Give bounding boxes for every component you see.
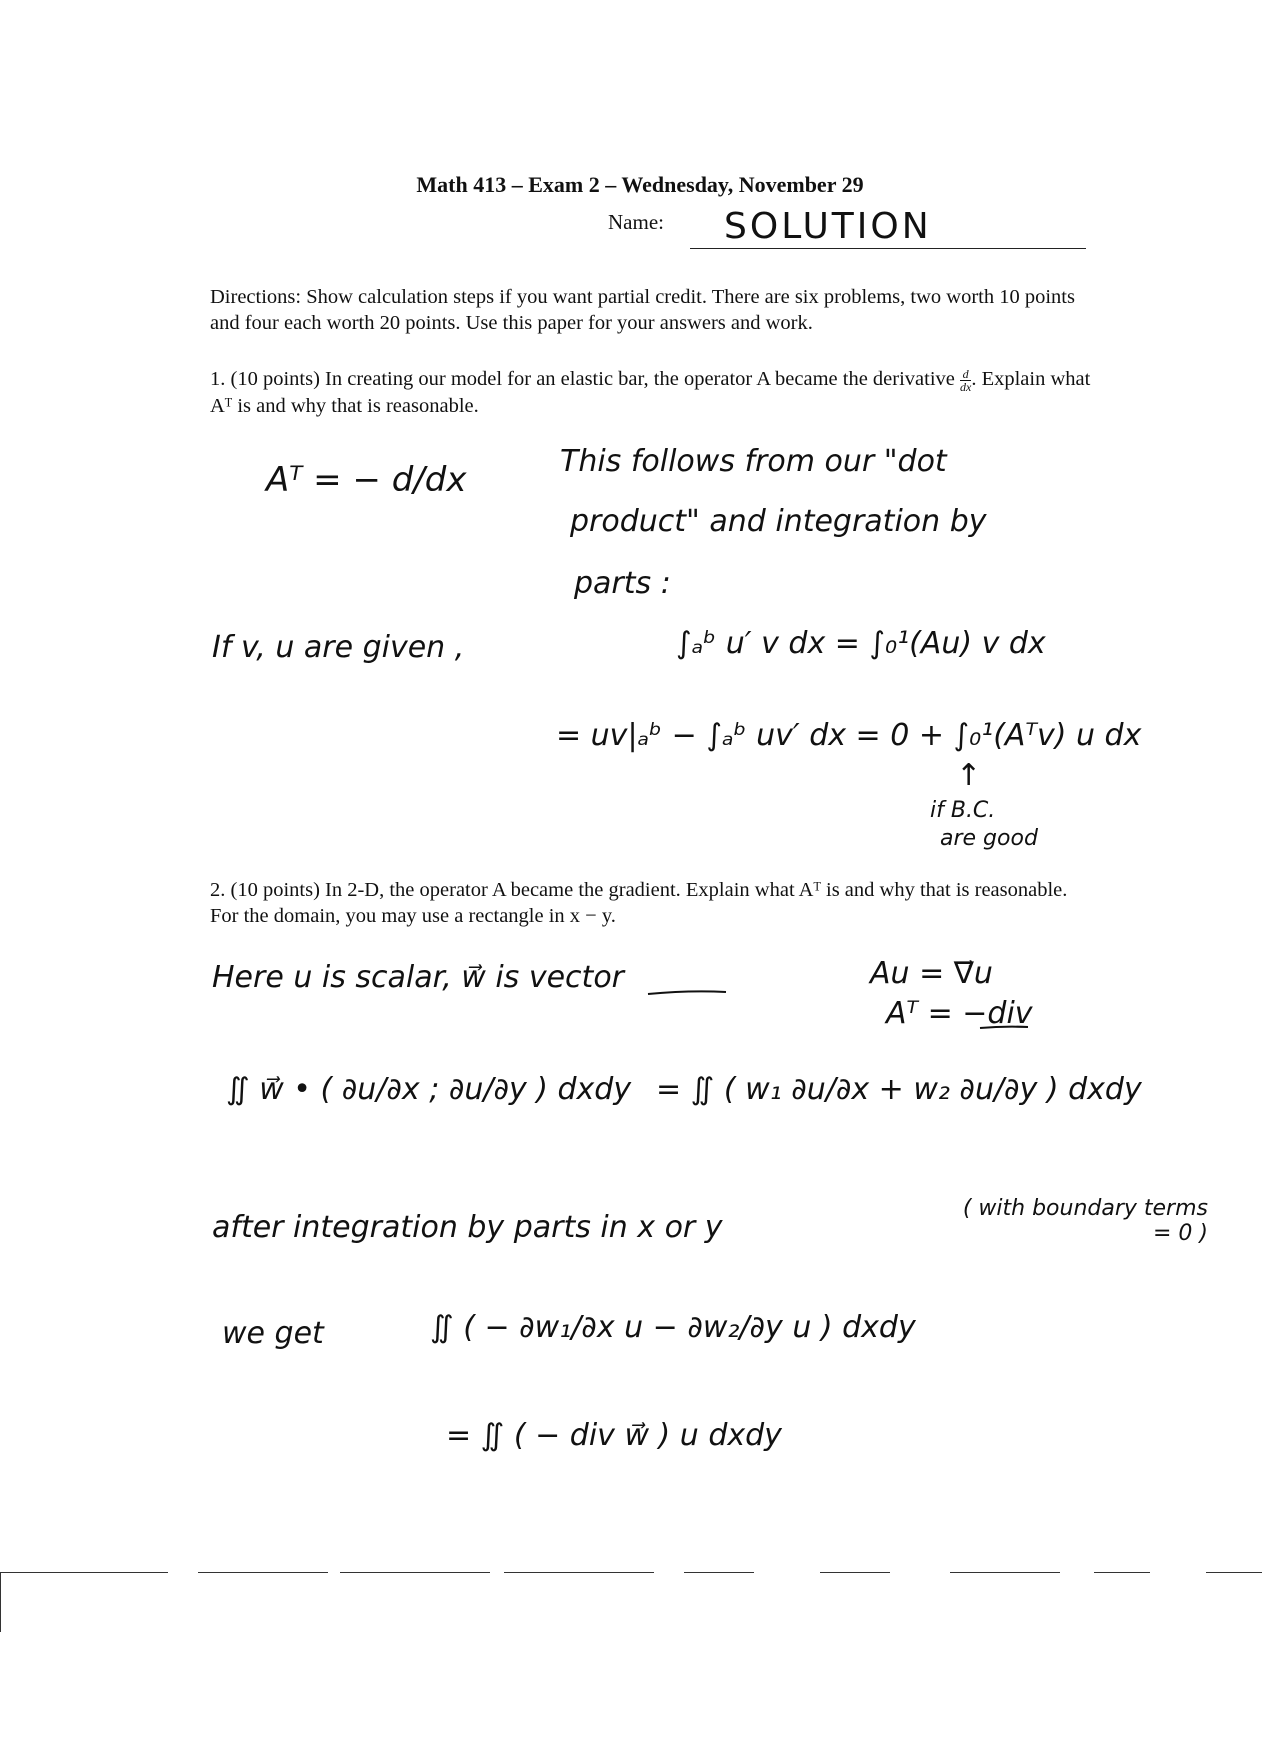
p2-integral-lhs: ∬ w⃗ • ( ∂u/∂x ; ∂u/∂y ) dxdy (226, 1072, 632, 1107)
p1-integral-2: = uv|ₐᵇ − ∫ₐᵇ uv′ dx = 0 + ∫₀¹(Aᵀv) u dx (556, 718, 1142, 753)
exam-title: Math 413 – Exam 2 – Wednesday, November 29 (416, 172, 864, 197)
fraction-numerator: d (960, 368, 971, 381)
p2-au-formula: Au = ∇⃗u (870, 956, 993, 991)
crop-line-6 (950, 1572, 1060, 1573)
p2-we-get: we get (222, 1316, 324, 1351)
crop-line-7 (1094, 1572, 1150, 1573)
crop-line-4 (684, 1572, 754, 1573)
problem-2-body: (10 points) In 2-D, the operator A became the gradient. Explain what Aᵀ is and why that is reasonable. For the domain, you may use a rectangle in x − y. (210, 879, 1068, 927)
problem-1-text-b: . Explain what Aᵀ is and why that is reasonable. (210, 368, 1091, 417)
p1-if-given: If v, u are given , (212, 630, 465, 665)
crop-corner-mark (0, 1572, 1, 1632)
crop-line-5 (820, 1572, 890, 1573)
crop-line-2 (340, 1572, 490, 1573)
p1-integral-1: ∫ₐᵇ u′ v dx = ∫₀¹(Au) v dx (676, 626, 1046, 661)
p2-at-formula: Aᵀ = −div (886, 996, 1033, 1031)
crop-line-1 (198, 1572, 328, 1573)
p2-after-line: after integration by parts in x or y (212, 1210, 723, 1245)
p2-integral-4: = ∬ ( − div w⃗ ) u dxdy (446, 1418, 782, 1453)
p2-integral-3: ∬ ( − ∂w₁/∂x u − ∂w₂/∂y u ) dxdy (430, 1310, 916, 1345)
crop-line-8 (1206, 1572, 1262, 1573)
div-underline (980, 1027, 1028, 1028)
fraction-denominator: dx (960, 379, 972, 394)
p1-answer-line1: This follows from our "dot (560, 444, 947, 479)
p1-note-line1: if B.C. (930, 798, 996, 823)
p2-here-line: Here u is scalar, w⃗ is vector (212, 960, 625, 995)
vector-underline (648, 991, 726, 994)
p2-integral-rhs: = ∬ ( w₁ ∂u/∂x + w₂ ∂u/∂y ) dxdy (656, 1072, 1142, 1107)
crop-line-left (0, 1572, 168, 1573)
p1-at-formula: Aᵀ = − d/dx (266, 460, 467, 500)
p1-answer-line3: parts : (574, 566, 671, 601)
name-label: Name: (608, 210, 664, 234)
name-value-handwritten: SOLUTION (724, 206, 932, 247)
p1-answer-line2: product" and integration by (570, 504, 987, 539)
crop-line-3 (504, 1572, 654, 1573)
problem-2-number: 2. (210, 879, 226, 901)
problem-1-number: 1. (210, 368, 226, 390)
p1-note-line2: are good (940, 826, 1038, 851)
problem-1-text-a: (10 points) In creating our model for an elastic bar, the operator A became the derivative (230, 368, 955, 390)
p2-boundary-note: ( with boundary terms = 0 ) (962, 1196, 1208, 1246)
directions-text: Directions: Show calculation steps if you want partial credit. There are six problems, two worth 10 points and four each worth 20 points. Use this paper for your answers and work. (210, 286, 1075, 334)
p1-note-arrow: ↑ (956, 758, 982, 793)
